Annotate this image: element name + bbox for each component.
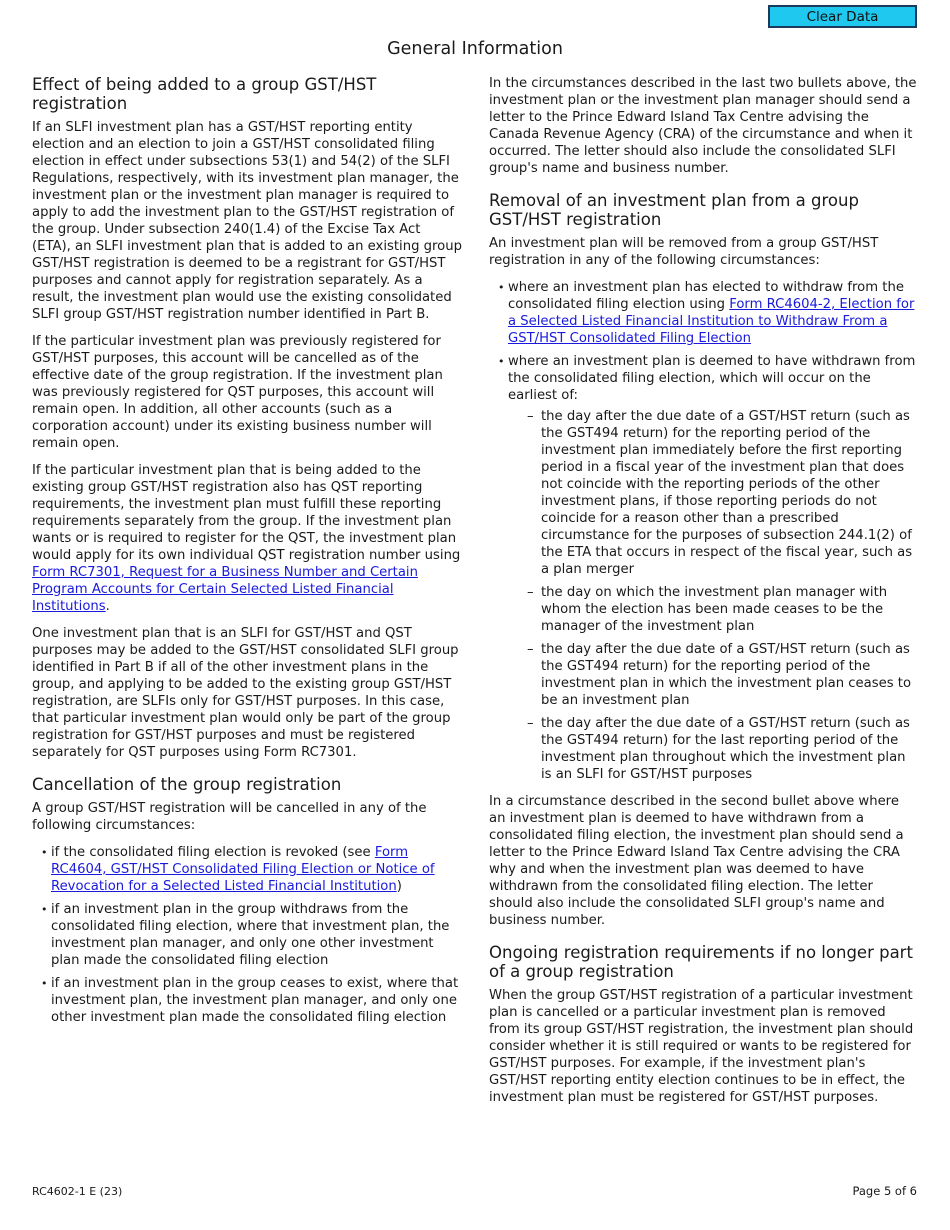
list-item: • if an investment plan in the group ceases to exist, where that investment plan, the investment plan manager, and only one other investment plan made the consolidated filing election [32,975,462,1026]
page-number: Page 5 of 6 [852,1184,917,1198]
paragraph: In the circumstances described in the last two bullets above, the investment plan or the investment plan manager should send a letter to the Prince Edward Island Tax Centre advising the Canada Revenue Agency (CRA) of the circumstance and when it occurred. The letter should also include the consolidated SLFI group's name and business number. [489,76,917,176]
list-item: • if an investment plan in the group withdraws from the consolidated filing election, where that investment plan, the investment plan manager, and only one other investment plan made the consolidated filing election [32,901,462,969]
list-item [489,353,917,783]
paragraph-text: . [105,599,110,614]
earliest-of-list [508,408,917,783]
sub-list-item: – the day after the due date of a GST/HST return (such as the GST494 return) for the reporting period of the investment plan in which the investment plan ceases to be an investment plan [508,641,917,709]
paragraph-with-link [32,462,462,615]
form-rc4604-2-link[interactable]: Form RC4604-2, Election for a Selected Listed Financial Institution to Withdraw From a GST/HST Consolidated Filing Election [508,297,915,346]
clear-data-button[interactable]: Clear Data [768,5,917,28]
section-cancellation [32,775,462,1026]
paragraph: If the particular investment plan was previously registered for GST/HST purposes, this account will be cancelled as of the effective date of the group registration. If the investment plan was previously registered for QST purposes, this account will remain open. In addition, all other accounts (such as a corporation account) under its existing business number will remain open. [32,334,443,451]
paragraph: In a circumstance described in the second bullet above where an investment plan is deemed to have withdrawn from a consolidated filing election, the investment plan should send a letter to the Prince Edward Island Tax Centre advising the CRA why and when the investment plan was deemed to have withdrawn from the consolidated filing election. The letter should also include the consolidated SLFI group's name and business number. [489,794,904,928]
form-rc7301-link[interactable]: Form RC7301, Request for a Business Number and Certain Program Accounts for Certain Selected Listed Financial Institutions [32,565,418,614]
section-heading-cancellation: Cancellation of the group registration [32,775,342,794]
paragraph-text: If the particular investment plan that is being added to the existing group GST/HST registration also has QST reporting requirements, the investment plan must fulfill these reporting requirements separately from the group. If the investment plan wants or is required to register for the QST, the investment plan would apply for its own individual QST registration number using [32,463,461,563]
left-column [32,75,462,1036]
sub-list-item: – the day after the due date of a GST/HST return (such as the GST494 return) for the reporting period of the investment plan immediately before the first reporting period in a fiscal year of the investment plan that does not coincide with the reporting periods of the other investment plans, if those reporting periods do not coincide for a reason other than a prescribed circumstance for the purposes of subsection 244.1(2) of the ETA that occurs in respect of the fiscal year, such as a plan merger [508,408,917,578]
section-ongoing-registration [489,943,917,1106]
paragraph: A group GST/HST registration will be cancelled in any of the following circumstances: [32,801,427,833]
form-code: RC4602-1 E (23) [32,1185,123,1198]
section-removal [489,191,917,929]
list-item-text: where an investment plan is deemed to have withdrawn from the consolidated filing election, which will occur on the earliest of: [508,354,916,403]
cancellation-list [32,844,462,1026]
list-item-text: where an investment plan has elected to withdraw from the consolidated filing election using [508,280,904,312]
paragraph: One investment plan that is an SLFI for GST/HST and QST purposes may be added to the GST/HST consolidated SLFI group identified in Part B if all of the other investment plans in the group, and applying to be added to the existing group GST/HST registration, are SLFIs only for GST/HST purposes. In this case, that particular investment plan would only be part of the group registration for GST/HST purposes and must be registered separately for QST purposes using Form RC7301. [32,626,459,760]
paragraph: An investment plan will be removed from a group GST/HST registration in any of the following circumstances: [489,236,879,268]
list-item [489,279,917,347]
sub-list-item: – the day after the due date of a GST/HST return (such as the GST494 return) for the last reporting period of the investment plan throughout which the investment plan is an SLFI for GST/HST purposes [508,715,917,783]
list-item [32,844,462,895]
section-heading-removal: Removal of an investment plan from a group GST/HST registration [489,191,859,229]
section-heading-ongoing-registration: Ongoing registration requirements if no longer part of a group registration [489,943,913,981]
list-item-text: if the consolidated filing election is revoked (see [51,845,375,860]
list-item-text: ) [396,879,402,894]
right-column [489,75,917,1116]
paragraph: If an SLFI investment plan has a GST/HST reporting entity election and an election to join a GST/HST consolidated filing election in effect under subsections 53(1) and 54(2) of the SLFI Regulations, respectively, with its investment plan manager, the investment plan or the investment plan manager is required to apply to add the investment plan to the GST/HST registration of the group. Under subsection 240(1.4) of the Excise Tax Act (ETA), an SLFI investment plan that is added to an existing group GST/HST registration is deemed to be a registrant for GST/HST purposes and cannot apply for registration separately. As a result, the investment plan would use the existing consolidated SLFI group GST/HST registration number identified in Part B. [32,120,462,322]
section-heading-added-to-group: Effect of being added to a group GST/HST registration [32,75,377,113]
removal-list [489,279,917,783]
form-rc4604-link[interactable]: Form RC4604, GST/HST Consolidated Filing Election or Notice of Revocation for a Selected Listed Financial Institution [51,845,435,894]
page-title: General Information [387,39,563,59]
sub-list-item: – the day on which the investment plan manager with whom the election has been made ceases to be the manager of the investment plan [508,584,917,635]
paragraph: When the group GST/HST registration of a particular investment plan is cancelled or a particular investment plan is removed from its group GST/HST registration, the investment plan should consider whether it is still required or wants to be registered for GST/HST purposes. For example, if the investment plan's GST/HST reporting entity election continues to be in effect, the investment plan must be registered for GST/HST purposes. [489,988,914,1105]
